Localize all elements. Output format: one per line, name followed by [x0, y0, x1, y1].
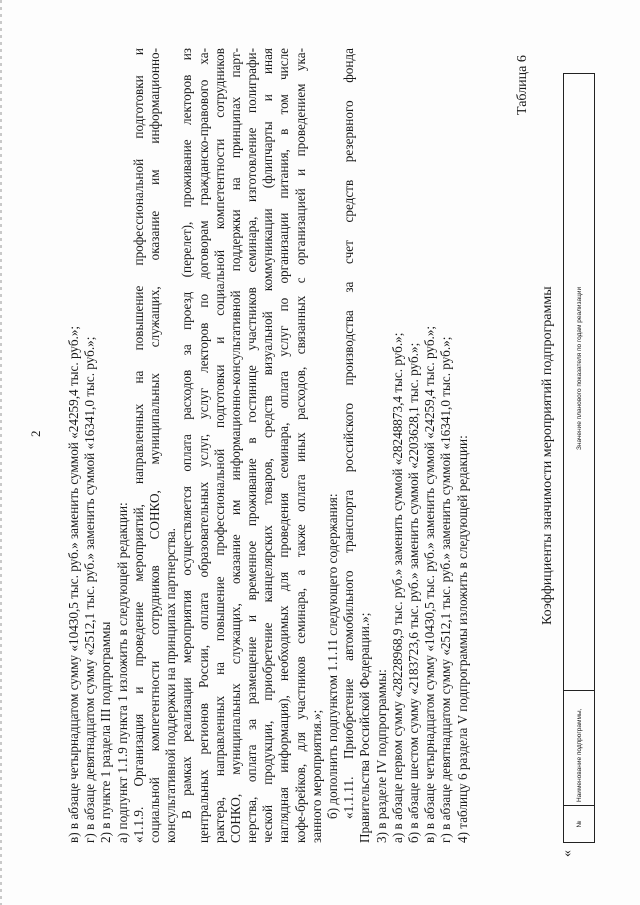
text-line: г) в абзаце девятнадцатом сумму «2512,1 тыс. руб.» заменить суммой «16341,0 тыс. руб.»; — [438, 336, 454, 843]
opening-quote: « — [560, 850, 575, 857]
text-line: б) дополнить подпунктом 1.1.11 следующего содержания: — [325, 493, 340, 819]
table-header-values: Значение планового показателя по годам реализации — [564, 74, 595, 691]
text-line: центральных регионов России, оплата образовательных услуг, услуг лекторов по договорам гражданско-правового ха- — [195, 48, 211, 843]
text-line: «1.1.9. Организация и проведение мероприятий, направленных на повышение профессиональной подготовки и — [130, 48, 146, 843]
text-line: наглядная информация), необходимых для проведения семинара, оплата услуг по организации питания, в том числе — [276, 48, 292, 843]
text-line: занного мероприятия.»; — [308, 709, 324, 843]
text-line: а) подпункт 1.1.9 пункта 1 изложить в следующей редакции: — [114, 502, 130, 843]
table-header-name: Наименование подпрограммы, — [564, 691, 595, 806]
text-line: в) в абзаце четырнадцатом сумму «10430,5 тыс. руб.» заменить суммой «24259,4 тыс. руб.»; — [422, 325, 438, 843]
text-line: б) в абзаце шестом сумму «2183723,6 тыс. руб.» заменить суммой «2203628,1 тыс. руб.»; — [405, 342, 421, 843]
text-line: г) в абзаце девятнадцатом сумму «2512,1 тыс. руб.» заменить суммой «16341,0 тыс. руб.»; — [82, 336, 98, 843]
text-line: консультативной поддержки на принципах партнерства. — [163, 528, 179, 843]
table-6-header — [563, 73, 595, 843]
text-line: нерства, оплата за размещение и временное проживание в гостинице участников семинара, изготовление полиграфи- — [244, 48, 260, 843]
table-title: Коэффициенты значимости мероприятий подпрограммы — [540, 286, 555, 625]
text-line: 3) в разделе IV подпрограммы: — [373, 669, 389, 843]
table-header-number: № — [564, 806, 595, 843]
table-caption: Таблица 6 — [515, 55, 530, 115]
text-line: «1.1.11. Приобретение автомобильного транспорта российского производства за счет средств резервного фонда — [341, 48, 357, 819]
text-line: кофе-брейков, для участников семинара, а также оплата иных расходов, связанных с организацией и проведением ука- — [292, 48, 308, 843]
body-text — [66, 48, 471, 843]
text-line: социальной компетентности сотрудников СОНКО, муниципальных служащих, оказание им информационно- — [146, 48, 162, 843]
page-number: 2 — [28, 430, 43, 437]
text-line: 4) таблицу 6 раздела V подпрограммы изложить в следующей редакции: — [454, 435, 470, 843]
text-line: В рамках реализации мероприятия осуществляется оплата расходов за проезд (перелет), проживание лекторов из — [179, 48, 195, 819]
text-line: СОНКО, муниципальных служащих, оказание им информационно-консультативной поддержки на принципах парт- — [227, 48, 243, 843]
text-line: 2) в пункте 1 раздела III подпрограммы — [98, 621, 114, 843]
text-line: Правительства Российской Федерации.»; — [357, 612, 373, 843]
text-line: ческой продукции, приобретение канцелярских товаров, средств визуальной коммуникации (флипчарты и иная — [260, 48, 276, 843]
text-line: а) в абзаце первом сумму «28228968,9 тыс. руб.» заменить суммой «28248873,4 тыс. руб.»; — [389, 332, 405, 843]
text-line: в) в абзаце четырнадцатом сумму «10430,5 тыс. руб.» заменить суммой «24259,4 тыс. руб.»; — [66, 325, 81, 843]
text-line: рактера, направленных на повышение профессиональной подготовки и социальной компетентности сотрудников — [211, 48, 227, 843]
